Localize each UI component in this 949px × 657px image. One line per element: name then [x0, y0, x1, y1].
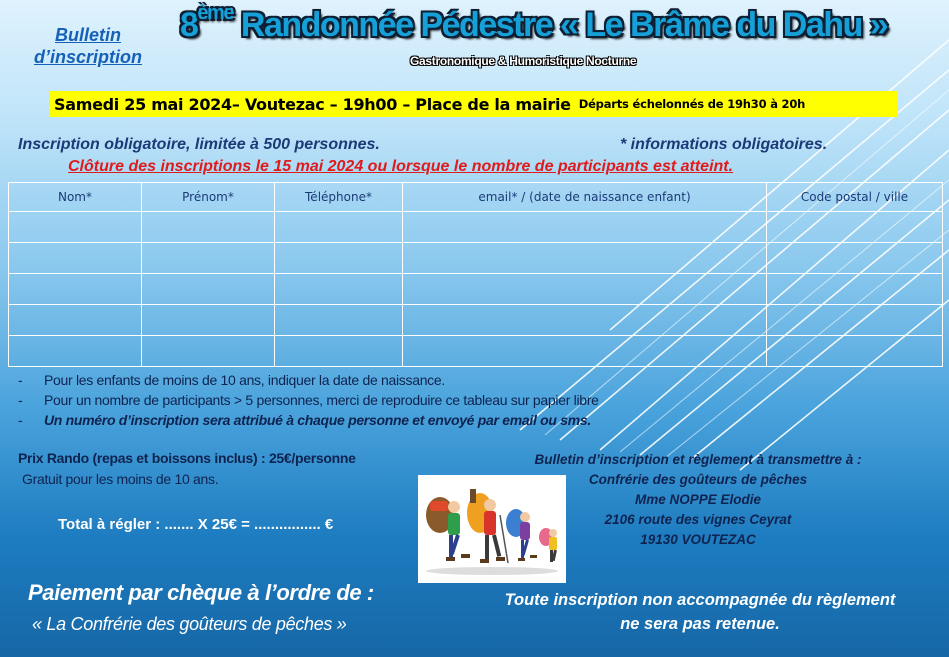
note-item — [18, 410, 599, 430]
page-subtitle: Gastronomique & Humoristique Nocturne — [410, 54, 637, 68]
address-line: 19130 VOUTEZAC — [640, 532, 756, 547]
cell-telephone[interactable] — [275, 212, 403, 243]
cell-email[interactable] — [403, 336, 767, 367]
page-title — [180, 2, 888, 45]
bulletin-line-2: d’inscription — [34, 47, 142, 67]
cell-telephone[interactable] — [275, 243, 403, 274]
cell-nom[interactable] — [9, 243, 142, 274]
cell-telephone[interactable] — [275, 336, 403, 367]
cell-nom[interactable] — [9, 212, 142, 243]
title-superscript: ème — [197, 2, 233, 24]
address-line: Mme NOPPE Elodie — [634, 492, 762, 507]
cell-email[interactable] — [403, 212, 767, 243]
cell-prenom[interactable] — [142, 336, 275, 367]
cell-telephone[interactable] — [275, 305, 403, 336]
cell-code-postal[interactable] — [767, 336, 943, 367]
header-email: email* / (date de naissance enfant) — [403, 183, 767, 212]
closing-notice: Clôture des inscriptions le 15 mai 2024 ou lorsque le nombre de participants est atteint. — [68, 158, 734, 175]
event-departures: Départs échelonnés de 19h30 à 20h — [578, 97, 806, 111]
table-row — [9, 212, 943, 243]
bulletin-label — [18, 24, 158, 68]
event-date-band — [50, 91, 898, 117]
note-dash: - — [18, 412, 23, 428]
note-text: Un numéro d’inscription sera attribué à chaque personne et envoyé par email ou sms. — [44, 412, 591, 428]
bulletin-line-1: Bulletin — [55, 25, 121, 45]
cell-code-postal[interactable] — [767, 305, 943, 336]
payment-payee: « La Confrérie des goûteurs de pêches » — [32, 614, 347, 634]
header-telephone: Téléphone* — [275, 183, 403, 212]
warning-line-2: ne sera pas retenue. — [620, 615, 780, 633]
header-prenom: Prénom* — [142, 183, 275, 212]
send-to-heading: Bulletin d’inscription et règlement à transmettre à : — [534, 452, 862, 467]
address-line: Confrérie des goûteurs de pêches — [588, 472, 808, 487]
free-children-info: Gratuit pour les moins de 10 ans. — [22, 471, 219, 487]
table-row — [9, 243, 943, 274]
payment-warning — [470, 588, 930, 636]
cell-nom[interactable] — [9, 274, 142, 305]
note-text: Pour un nombre de participants > 5 personnes, merci de reproduire ce tableau sur papier libre — [44, 392, 599, 408]
cell-code-postal[interactable] — [767, 212, 943, 243]
event-main-info: Samedi 25 mai 2024– Voutezac – 19h00 – Place de la mairie — [54, 94, 571, 114]
cell-email[interactable] — [403, 274, 767, 305]
title-ordinal: 8 — [180, 6, 198, 44]
address-line: 2106 route des vignes Ceyrat — [604, 512, 792, 527]
hikers-illustration — [418, 475, 566, 583]
header-code-postal: Code postal / ville — [767, 183, 943, 212]
cell-nom[interactable] — [9, 336, 142, 367]
table-body — [9, 212, 943, 367]
table-row — [9, 274, 943, 305]
cell-email[interactable] — [403, 305, 767, 336]
cell-telephone[interactable] — [275, 274, 403, 305]
table-header-row — [9, 183, 943, 212]
table-row — [9, 336, 943, 367]
total-due: Total à régler : ....... X 25€ = ................ € — [58, 516, 334, 533]
warning-line-1: Toute inscription non accompagnée du règlement — [504, 591, 896, 609]
note-item — [18, 370, 599, 390]
cell-nom[interactable] — [9, 305, 142, 336]
title-rest: Randonnée Pédestre « Le Brâme du Dahu » — [232, 6, 888, 44]
note-dash: - — [18, 372, 23, 388]
note-dash: - — [18, 392, 23, 408]
note-item — [18, 390, 599, 410]
required-info-notice: * informations obligatoires. — [620, 136, 828, 153]
cell-code-postal[interactable] — [767, 274, 943, 305]
cell-code-postal[interactable] — [767, 243, 943, 274]
cell-prenom[interactable] — [142, 243, 275, 274]
payment-instruction: Paiement par chèque à l’ordre de : — [28, 580, 374, 605]
table-row — [9, 305, 943, 336]
inscription-notice: Inscription obligatoire, limitée à 500 personnes. — [18, 136, 380, 153]
cell-prenom[interactable] — [142, 305, 275, 336]
cell-prenom[interactable] — [142, 274, 275, 305]
notes-list — [18, 370, 599, 430]
price-info: Prix Rando (repas et boissons inclus) : 25€/personne — [18, 450, 356, 466]
cell-prenom[interactable] — [142, 212, 275, 243]
registration-table — [8, 182, 943, 367]
cell-email[interactable] — [403, 243, 767, 274]
header-nom: Nom* — [9, 183, 142, 212]
note-text: Pour les enfants de moins de 10 ans, indiquer la date de naissance. — [44, 372, 445, 388]
